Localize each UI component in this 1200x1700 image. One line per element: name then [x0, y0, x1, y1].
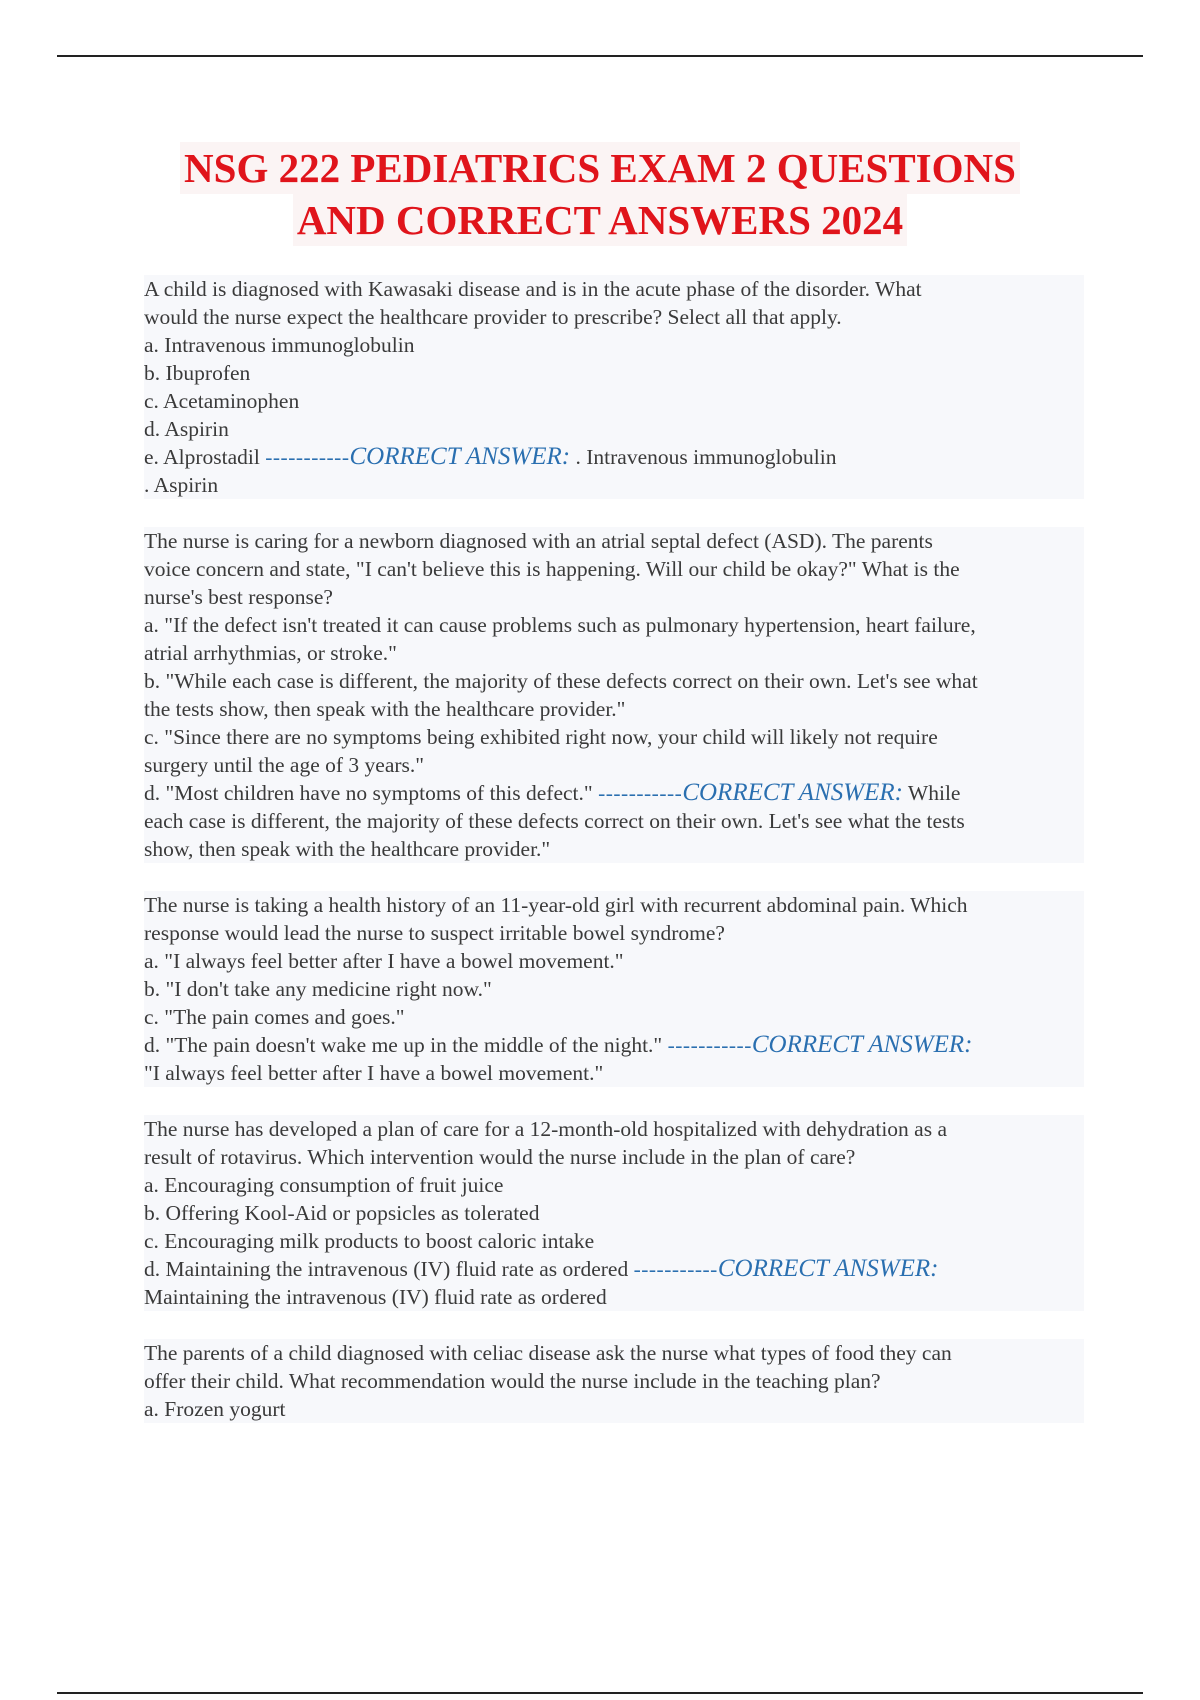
- question-stem-line: result of rotavirus. Which intervention would the nurse include in the plan of care?: [144, 1143, 1084, 1171]
- answer-option: b. Ibuprofen: [144, 359, 1084, 387]
- question-stem-line: voice concern and state, "I can't believe this is happening. Will our child be okay?" What is the: [144, 555, 1084, 583]
- question-stem-line: response would lead the nurse to suspect irritable bowel syndrome?: [144, 919, 1084, 947]
- answer-option: c. "The pain comes and goes.": [144, 1003, 1084, 1031]
- question-stem-line: A child is diagnosed with Kawasaki disease and is in the acute phase of the disorder. What: [144, 275, 1084, 303]
- correct-answer-text: . Intravenous immunoglobulin: [570, 445, 837, 469]
- question-stem-line: nurse's best response?: [144, 583, 1084, 611]
- question-1: [144, 275, 1084, 499]
- answer-option-with-key: [144, 779, 1084, 807]
- question-stem-line: The nurse has developed a plan of care for a 12-month-old hospitalized with dehydration as a: [144, 1115, 1084, 1143]
- title-line-1: NSG 222 PEDIATRICS EXAM 2 QUESTIONS: [180, 142, 1020, 194]
- correct-answer-label: CORRECT ANSWER:: [717, 1255, 939, 1282]
- correct-answer-text: each case is different, the majority of these defects correct on their own. Let's see what the tests: [144, 807, 1084, 835]
- question-4: [144, 1115, 1084, 1311]
- answer-option: a. Encouraging consumption of fruit juice: [144, 1171, 1084, 1199]
- answer-option: c. Acetaminophen: [144, 387, 1084, 415]
- answer-option: a. "If the defect isn't treated it can cause problems such as pulmonary hypertension, heart failure,: [144, 611, 1084, 639]
- answer-option: atrial arrhythmias, or stroke.": [144, 639, 1084, 667]
- answer-option-with-key: [144, 443, 1084, 471]
- question-stem-line: The nurse is taking a health history of an 11-year-old girl with recurrent abdominal pain. Which: [144, 891, 1084, 919]
- answer-option: e. Alprostadil: [144, 445, 266, 469]
- question-2: [144, 527, 1084, 863]
- question-3: [144, 891, 1084, 1087]
- document-body: [144, 275, 1084, 1451]
- answer-separator: -----------: [265, 445, 350, 469]
- page-title: [0, 142, 1200, 246]
- correct-answer-text: "I always feel better after I have a bowel movement.": [144, 1059, 1084, 1087]
- bottom-rule: [57, 1692, 1143, 1694]
- answer-separator: -----------: [667, 1033, 752, 1057]
- correct-answer-label: CORRECT ANSWER:: [349, 443, 571, 470]
- answer-separator: -----------: [598, 781, 683, 805]
- correct-answer-text: . Aspirin: [144, 471, 1084, 499]
- answer-option: surgery until the age of 3 years.": [144, 751, 1084, 779]
- title-line-2: AND CORRECT ANSWERS 2024: [293, 194, 907, 246]
- answer-option: a. Frozen yogurt: [144, 1395, 1084, 1423]
- answer-option: b. "While each case is different, the majority of these defects correct on their own. Let's see what: [144, 667, 1084, 695]
- correct-answer-label: CORRECT ANSWER:: [751, 1031, 973, 1058]
- answer-option: b. Offering Kool-Aid or popsicles as tolerated: [144, 1199, 1084, 1227]
- answer-option: c. Encouraging milk products to boost caloric intake: [144, 1227, 1084, 1255]
- question-stem-line: The nurse is caring for a newborn diagnosed with an atrial septal defect (ASD). The parents: [144, 527, 1084, 555]
- answer-option: a. "I always feel better after I have a bowel movement.": [144, 947, 1084, 975]
- answer-option: a. Intravenous immunoglobulin: [144, 331, 1084, 359]
- answer-option: d. Aspirin: [144, 415, 1084, 443]
- answer-option: d. "Most children have no symptoms of this defect.": [144, 781, 599, 805]
- top-rule: [57, 55, 1143, 57]
- question-stem-line: would the nurse expect the healthcare provider to prescribe? Select all that apply.: [144, 303, 1084, 331]
- answer-option: b. "I don't take any medicine right now.": [144, 975, 1084, 1003]
- answer-option: d. "The pain doesn't wake me up in the middle of the night.": [144, 1033, 668, 1057]
- correct-answer-text: Maintaining the intravenous (IV) fluid rate as ordered: [144, 1283, 1084, 1311]
- question-5: [144, 1339, 1084, 1423]
- answer-option-with-key: [144, 1255, 1084, 1283]
- question-stem-line: The parents of a child diagnosed with celiac disease ask the nurse what types of food they can: [144, 1339, 1084, 1367]
- correct-answer-label: CORRECT ANSWER:: [682, 779, 903, 806]
- answer-option-with-key: [144, 1031, 1084, 1059]
- correct-answer-text: show, then speak with the healthcare provider.": [144, 835, 1084, 863]
- correct-answer-text: While: [902, 781, 961, 805]
- answer-separator: -----------: [633, 1257, 718, 1281]
- answer-option: the tests show, then speak with the healthcare provider.": [144, 695, 1084, 723]
- answer-option: d. Maintaining the intravenous (IV) fluid rate as ordered: [144, 1257, 634, 1281]
- answer-option: c. "Since there are no symptoms being exhibited right now, your child will likely not require: [144, 723, 1084, 751]
- question-stem-line: offer their child. What recommendation would the nurse include in the teaching plan?: [144, 1367, 1084, 1395]
